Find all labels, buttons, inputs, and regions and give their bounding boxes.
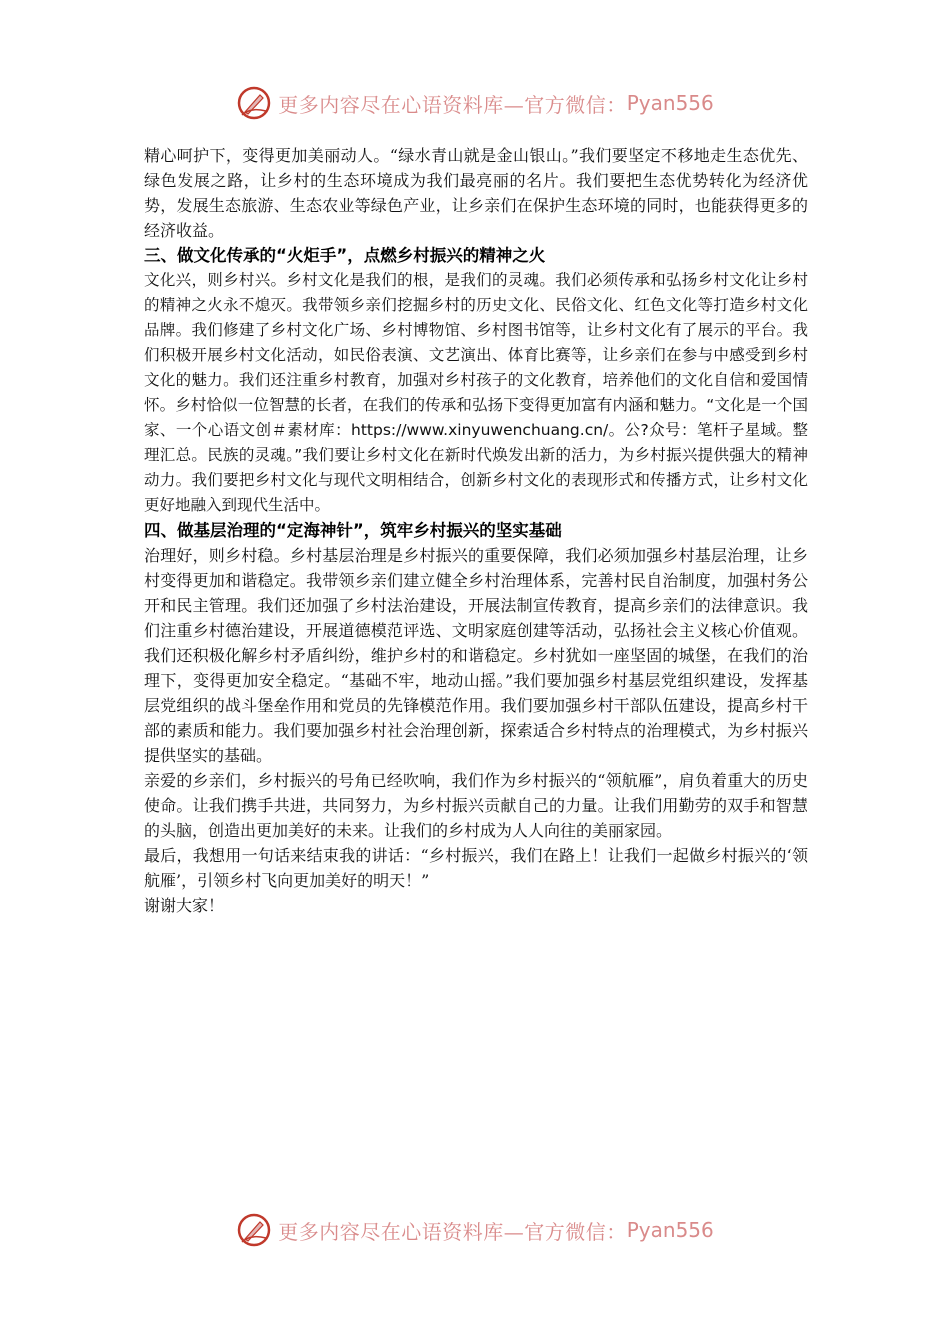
banner-text: 更多内容尽在心语资料库—官方微信： — [278, 92, 627, 117]
section-4-paragraph: 治理好，则乡村稳。乡村基层治理是乡村振兴的重要保障，我们必须加强乡村基层治理，让乡村变得更加和谐稳定。我带领乡亲们建立健全乡村治理体系，完善村民自治制度，加强村务公开和民主管理。我们还加强了乡村法治建设，开展法制宣传教育，提高乡亲们的法律意识。我们注重乡村德治建设，开展道德模范评选、文明家庭创建等活动，弘扬社会主义核心价值观。我们还积极化解乡村矛盾纠纷，维护乡村的和谐稳定。乡村犹如一座坚固的城堡，在我们的治理下，变得更加安全稳定。“基础不牢，地动山摇。”我们要加强乡村基层党组织建设，发挥基层党组织的战斗堡垒作用和党员的先锋模范作用。我们要加强乡村干部队伍建设，提高乡村干部的素质和能力。我们要加强乡村社会治理创新，探索适合乡村特点的治理模式，为乡村振兴提供坚实的基础。 — [144, 546, 808, 765]
pen-logo-icon — [236, 1212, 272, 1248]
section-4-heading: 四、做基层治理的“定海神针”，筑牢乡村振兴的坚实基础 — [144, 521, 562, 540]
pen-logo-icon — [236, 85, 272, 121]
header-banner — [0, 83, 950, 123]
banner-contact: Pyan556 — [626, 91, 714, 115]
section-3-heading: 三、做文化传承的“火炬手”，点燃乡村振兴的精神之火 — [144, 246, 546, 265]
section-3-paragraph: 文化兴，则乡村兴。乡村文化是我们的根，是我们的灵魂。我们必须传承和弘扬乡村文化让乡村的精神之火永不熄灭。我带领乡亲们挖掘乡村的历史文化、民俗文化、红色文化等打造乡村文化品牌。我们修建了乡村文化广场、乡村博物馆、乡村图书馆等，让乡村文化有了展示的平台。我们积极开展乡村文化活动，如民俗表演、文艺演出、体育比赛等，让乡亲们在参与中感受到乡村文化的魅力。我们还注重乡村教育，加强对乡村孩子的文化教育，培养他们的文化自信和爱国情怀。乡村恰似一位智慧的长者，在我们的传承和弘扬下变得更加富有内涵和魅力。“文化是一个国家、一个心语文创＃素材库：https://www.xinyuwenchuang.cn/。公?众号：笔杆子星域。整理汇总。民族的灵魂。”我们要让乡村文化在新时代焕发出新的活力，为乡村振兴提供强大的精神动力。我们要把乡村文化与现代文明相结合，创新乡村文化的表现形式和传播方式，让乡村文化更好地融入到现代生活中。 — [144, 271, 808, 514]
footer-banner — [0, 1210, 950, 1250]
intro-paragraph: 精心呵护下，变得更加美丽动人。“绿水青山就是金山银山。”我们要坚定不移地走生态优先、绿色发展之路，让乡村的生态环境成为我们最亮丽的名片。我们要把生态优势转化为经济优势，发展生态旅游、生态农业等绿色产业，让乡亲们在保护生态环境的同时，也能获得更多的经济收益。 — [144, 146, 808, 240]
banner-text: 更多内容尽在心语资料库—官方微信： — [278, 1219, 627, 1244]
banner-contact: Pyan556 — [626, 1218, 714, 1242]
thanks-line: 谢谢大家！ — [144, 896, 225, 915]
closing-paragraph: 亲爱的乡亲们，乡村振兴的号角已经吹响，我们作为乡村振兴的“领航雁”，肩负着重大的历史使命。让我们携手共进，共同努力，为乡村振兴贡献自己的力量。让我们用勤劳的双手和智慧的头脑，创造出更加美好的未来。让我们的乡村成为人人向往的美丽家园。 — [144, 771, 808, 840]
final-paragraph: 最后，我想用一句话来结束我的讲话：“乡村振兴，我们在路上！让我们一起做乡村振兴的‘领航雁’，引领乡村飞向更加美好的明天！” — [144, 846, 808, 890]
document-body — [144, 143, 808, 918]
